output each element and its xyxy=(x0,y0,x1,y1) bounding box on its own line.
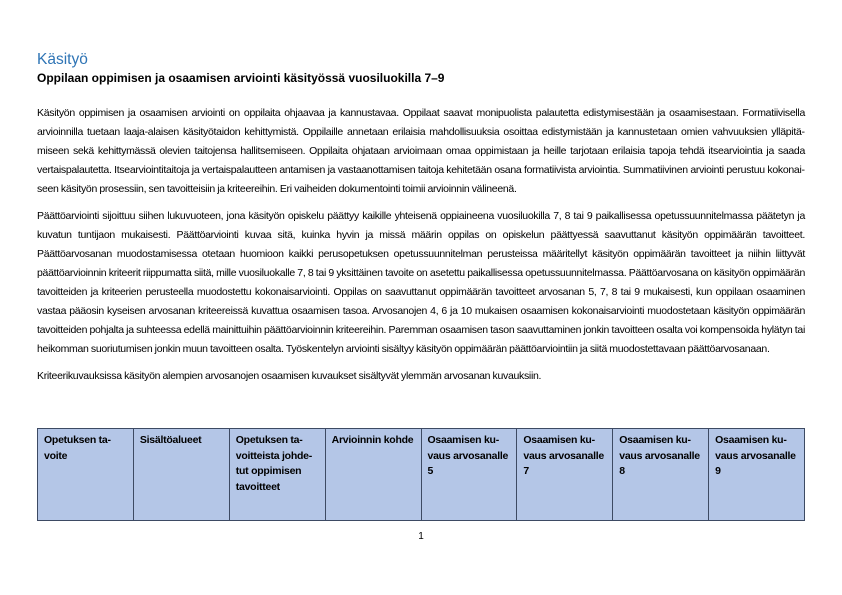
table-header-cell-arvioinnin-kohde: Arvioinnin kohde xyxy=(325,429,421,521)
table-header-cell-arvosana-8: Osaamisen kuvaus arvosanalle 8 xyxy=(613,429,709,521)
page-title: Käsityö xyxy=(37,51,88,68)
table-header-row xyxy=(38,429,805,521)
table-header-cell-arvosana-5: Osaamisen kuvaus arvosanalle 5 xyxy=(421,429,517,521)
document-subtitle: Oppilaan oppimisen ja osaamisen arviointi käsityössä vuosiluokilla 7–9 xyxy=(37,71,445,85)
table-header-cell-arvosana-7: Osaamisen kuvaus arvosanalle 7 xyxy=(517,429,613,521)
document-text-block xyxy=(37,50,805,394)
table-header-cell-opetuksen-tavoite: Opetuksen tavoite xyxy=(38,429,134,521)
body-paragraph-1: Käsityön oppimisen ja osaamisen arviointi on oppilaita ohjaavaa ja kannustavaa. Oppilaat saavat monipuolista palautetta edistymisestään ja osaamisestaan. Formatiivisella arvioinnilla tuetaan laaja-alaisen käsityötaidon kehittymistä. Oppilaille annetaan erilaisia mahdollisuuksia osoittaa edistymistään ja kannustetaan omien vahvuuksien ylläpitämiseen sekä kehittymässä olevien taitojensa hallitsemiseen. Oppilaita ohjataan arvioimaan omaa oppimistaan ja heille tarjotaan erilaisia tapoja tehdä itsearviointia ja saada vertaispalautetta. Itsearviointitaitoja ja vertaispalautteen antamisen ja vastaanottamisen taitoja kehitetään osana formatiivista arviointia. Summatiivinen arviointi perustuu kokonaiseen käsityön prosessiin, sen tavoitteisiin ja kriteereihin. Eri vaiheiden dokumentointi toimii arvioinnin välineenä. xyxy=(37,107,805,195)
assessment-criteria-table xyxy=(37,428,805,521)
table-header-cell-sisaltoalueet: Sisältöalueet xyxy=(133,429,229,521)
page-number: 1 xyxy=(418,531,424,542)
body-paragraph-2: Päättöarviointi sijoittuu siihen lukuvuoteen, jona käsityön opiskelu päättyy kaikille yhteisenä oppiaineena vuosiluokilla 7, 8 tai 9 paikallisessa opetussuunnitelmassa päätetyn ja kuvatun tuntijaon mukaisesti. Päättöarviointi kuvaa sitä, kuinka hyvin ja missä määrin oppilas on opiskelun päättyessä saavuttanut käsityön oppimäärän tavoitteet. Päättöarvosanan muodostamisessa otetaan huomioon kaikki perusopetuksen opetussuunnitelman perusteissa määritellyt käsityön oppimäärän tavoitteet ja niihin liittyvät päättöarvioinnin kriteerit riippumatta siitä, mille vuosiluokalle 7, 8 tai 9 yksittäinen tavoite on asetettu paikallisessa opetussuunnitelmassa. Päättöarvosana on käsityön oppimäärän tavoitteiden ja kriteerien perusteella muodostettu kokonaisarviointi. Oppilas on saavuttanut oppimäärän tavoitteet arvosanan 5, 7, 8 tai 9 mukaisesti, kun oppilaan osaaminen vastaa pääosin kyseisen arvosanan kriteereissä kuvattua osaamisen tasoa. Arvosanojen 4, 6 ja 10 mukaisen osaamisen kokonaisarviointi muodostetaan käsityön oppimäärän tavoitteiden pohjalta ja suhteessa edellä mainittuihin päättöarvioinnin kriteereihin. Paremman osaamisen tason saavuttaminen jonkin tavoitteen osalta voi kompensoida hylätyn tai heikomman suoriutumisen jonkin muun tavoitteen osalta. Työskentelyn arviointi sisältyy käsityön oppimäärän päättöarviointiin ja siitä muodostettavaan päättöarvosanaan. xyxy=(37,210,805,355)
table-header-cell-arvosana-9: Osaamisen kuvaus arvosanalle 9 xyxy=(709,429,805,521)
table-header-cell-oppimisen-tavoitteet: Opetuksen tavoitteista johdetut oppimisen tavoitteet xyxy=(229,429,325,521)
body-paragraph-3: Kriteerikuvauksissa käsityön alempien arvosanojen osaamisen kuvaukset sisältyvät ylemmän arvosanan kuvauksiin. xyxy=(37,370,542,382)
